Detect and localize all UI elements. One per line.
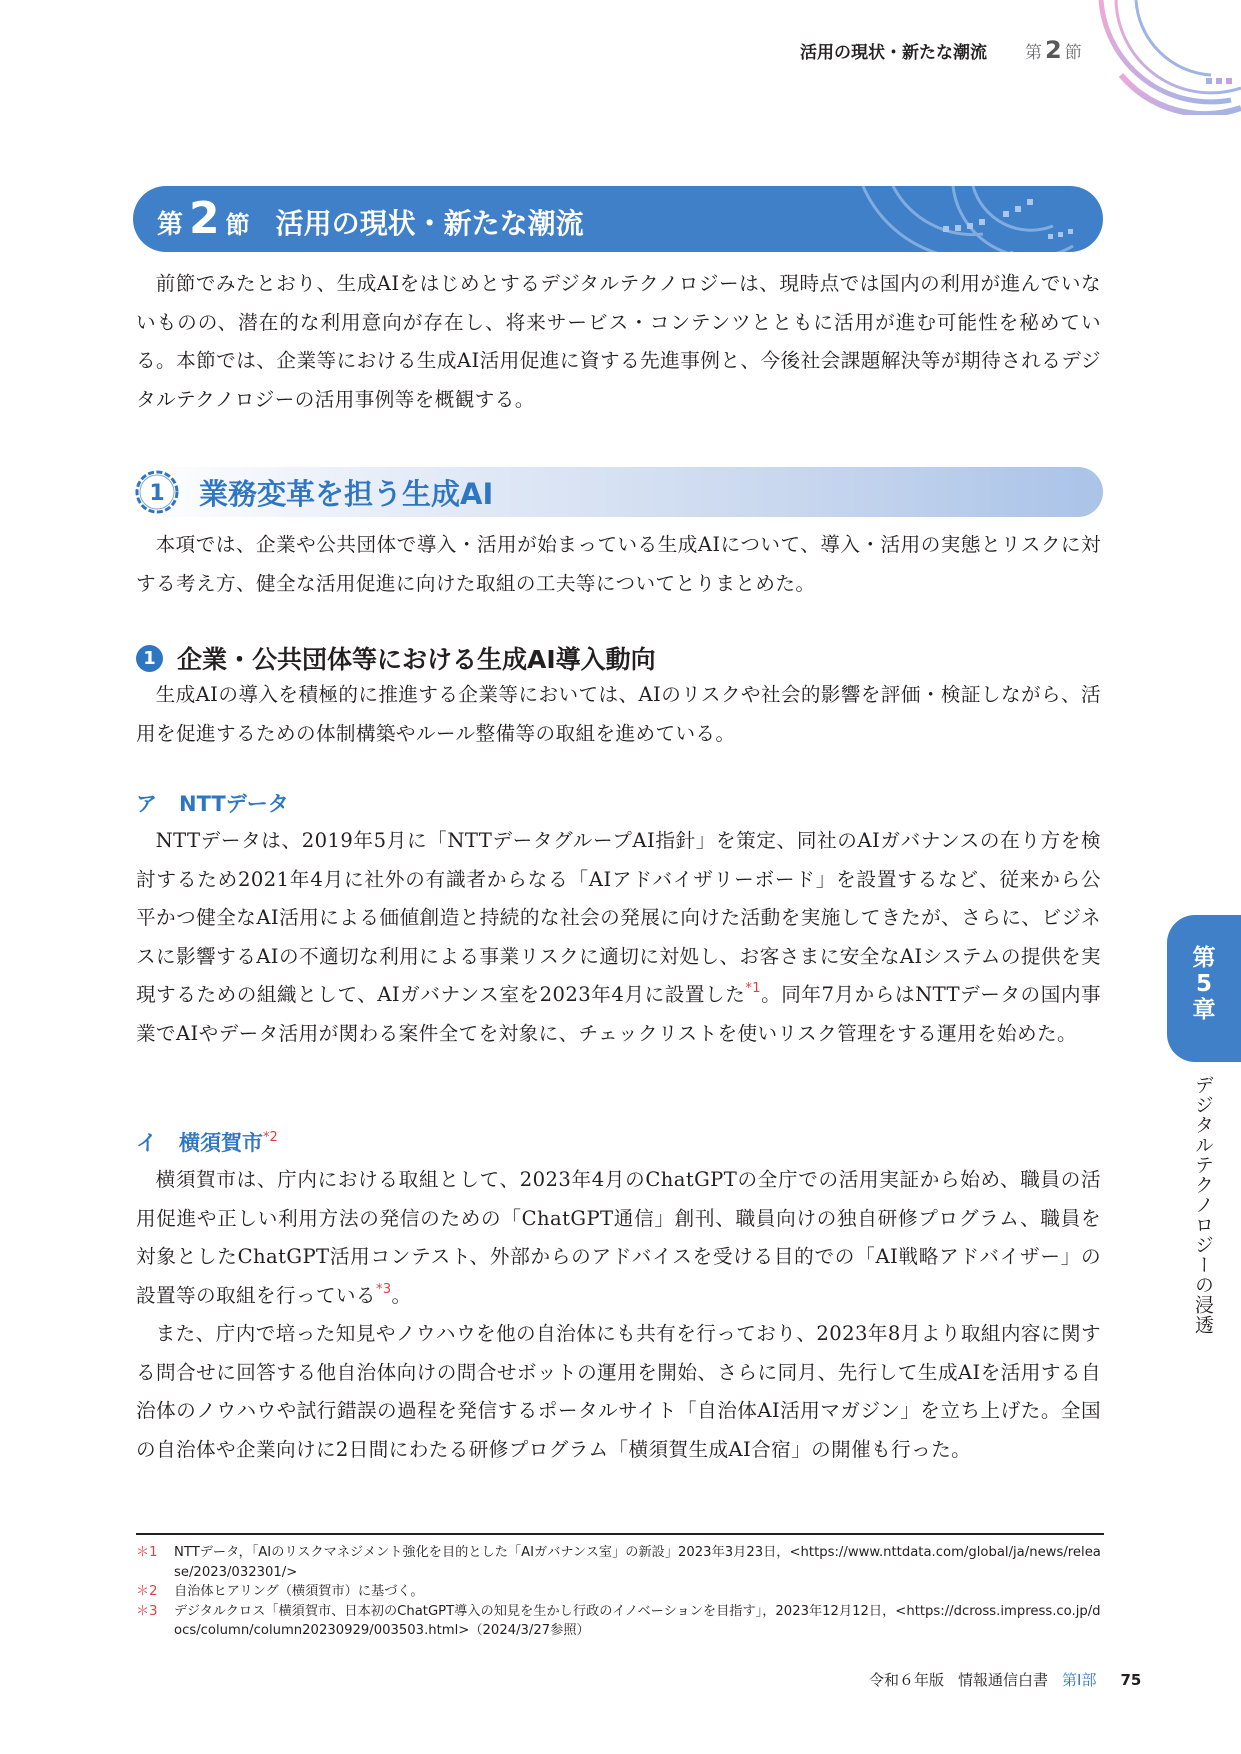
footnote-ref-3[interactable]: *3: [375, 1281, 392, 1297]
footnote-ref-1[interactable]: *1: [745, 981, 761, 996]
subsection-paragraph: 本項では、企業や公共団体で導入・活用が始まっている生成AIについて、導入・活用の実態とリスクに対する考え方、健全な活用促進に向けた取組の工夫等についてとりまとめた。: [136, 533, 1101, 595]
circuit-arc-decoration: [803, 186, 1103, 252]
heading-level3: [136, 640, 656, 676]
footnote-2: ＊2 自治体ヒアリング（横須賀市）に基づく。: [136, 1584, 424, 1599]
section-banner: [133, 186, 1103, 252]
chapter-tab[interactable]: 第 5 章: [1167, 915, 1241, 1062]
running-header: [800, 36, 1082, 64]
subsection-banner: [133, 467, 1103, 517]
subsection-title: 業務変革を担う生成AI: [199, 476, 494, 511]
section-heading: 第 2 節 活用の現状・新たな潮流: [157, 192, 584, 244]
case-ntt-paragraph: NTTデータは、2019年5月に「NTTデータグループAI指針」を策定、同社のAIガバナンスの在り方を検討するため2021年4月に社外の有識者からなる「AIアドバイザリーボード」を設置するなど、従来から公平かつ健全なAI活用による価値創造と持続的な社会の発展に向けた活動を実施してきたが、さらに、ビジネスに影響するAIの不適切な利用による事業リスクに適切に対処し、お客さまに安全なAIシステムの提供を実現するための組織として、AIガバナンス室を2023年4月に設置した$^{*1}$。同年7月からはNTTデータの国内事業でAIやデータ活用が関わる案件全てを対象に、チェックリストを使いリスク管理をする運用を始めた。: [136, 829, 1101, 1045]
footnotes: [136, 1543, 1104, 1641]
gear-number-icon: [133, 468, 181, 516]
page-number: 75: [1120, 1671, 1142, 1689]
footnote-3: ＊3 デジタルクロス「横須賀市、日本初のChatGPT導入の知見を生かし行政のイノベーションを目指す」，2023年12月12日，<https://dcross.impress.co.jp/docs/column/column20230929/003503.html>（2024/3/27参照）: [136, 1603, 1101, 1638]
number-badge: 1: [136, 645, 163, 672]
page-footer: 令和６年版 情報通信白書 第Ⅰ部 75: [869, 1671, 1142, 1689]
chapter-subtitle: デジタルテクノロジーの浸透: [1192, 1075, 1214, 1335]
intro-paragraph: 前節でみたとおり、生成AIをはじめとするデジタルテクノロジーは、現時点では国内の利用が進んでいないものの、潜在的な利用意向が存在し、将来サービス・コンテンツとともに活用が進む可能性を秘めている。本節では、企業等における生成AI活用促進に資する先進事例と、今後社会課題解決等が期待されるデジタルテクノロジーの活用事例等を概観する。: [136, 272, 1101, 411]
section-title: 活用の現状・新たな潮流: [275, 206, 584, 240]
footnote-ref-2[interactable]: *2: [263, 1130, 278, 1145]
running-header-title: 活用の現状・新たな潮流: [800, 43, 987, 63]
corner-arc-decoration: [1091, 0, 1241, 115]
heading3-paragraph: 生成AIの導入を積極的に推進する企業等においては、AIのリスクや社会的影響を評価・検証しながら、活用を促進するための体制構築やルール整備等の取組を進めている。: [136, 683, 1101, 745]
case-heading-yokosuka: イ 横須賀市$^{*2}$: [136, 1130, 278, 1155]
case-yokosuka-paragraphs: 横須賀市は、庁内における取組として、2023年4月のChatGPTの全庁での活用実証から始め、職員の活用促進や正しい利用方法の発信のための「ChatGPT通信」創刊、職員向けの独自研修プログラム、職員を対象としたChatGPT活用コンテスト、外部からのアドバイスを受ける目的での「AI戦略アドバイザー」の設置等の取組を行っている$^{*3}$。 また、庁内で培った知見やノウハウを他の自治体にも共有を行っており、2023年8月より取組内容に関する問合せに回答する他自治体向けの問合せボットの運用を開始、さらに同月、先行して生成AIを活用する自治体のノウハウや試行錯誤の過程を発信するポータルサイト「自治体AI活用マガジン」を立ち上げた。全国の自治体や企業向けに2日間にわたる研修プログラム「横須賀生成AI合宿」の開催も行った。: [136, 1168, 1101, 1461]
running-header-section: 第 2 節: [1025, 36, 1082, 64]
svg-text:1: 1: [149, 481, 165, 506]
case-heading-ntt: ア NTTデータ: [136, 792, 289, 816]
heading3-title: 企業・公共団体等における生成AI導入動向: [177, 645, 656, 674]
footnote-1: ＊1 NTTデータ，「AIのリスクマネジメント強化を目的とした「AIガバナンス室」の新設」2023年3月23日，<https://www.nttdata.com/global/ja/news/release/2023/032301/>: [136, 1545, 1101, 1580]
footnote-divider: [136, 1533, 1104, 1535]
